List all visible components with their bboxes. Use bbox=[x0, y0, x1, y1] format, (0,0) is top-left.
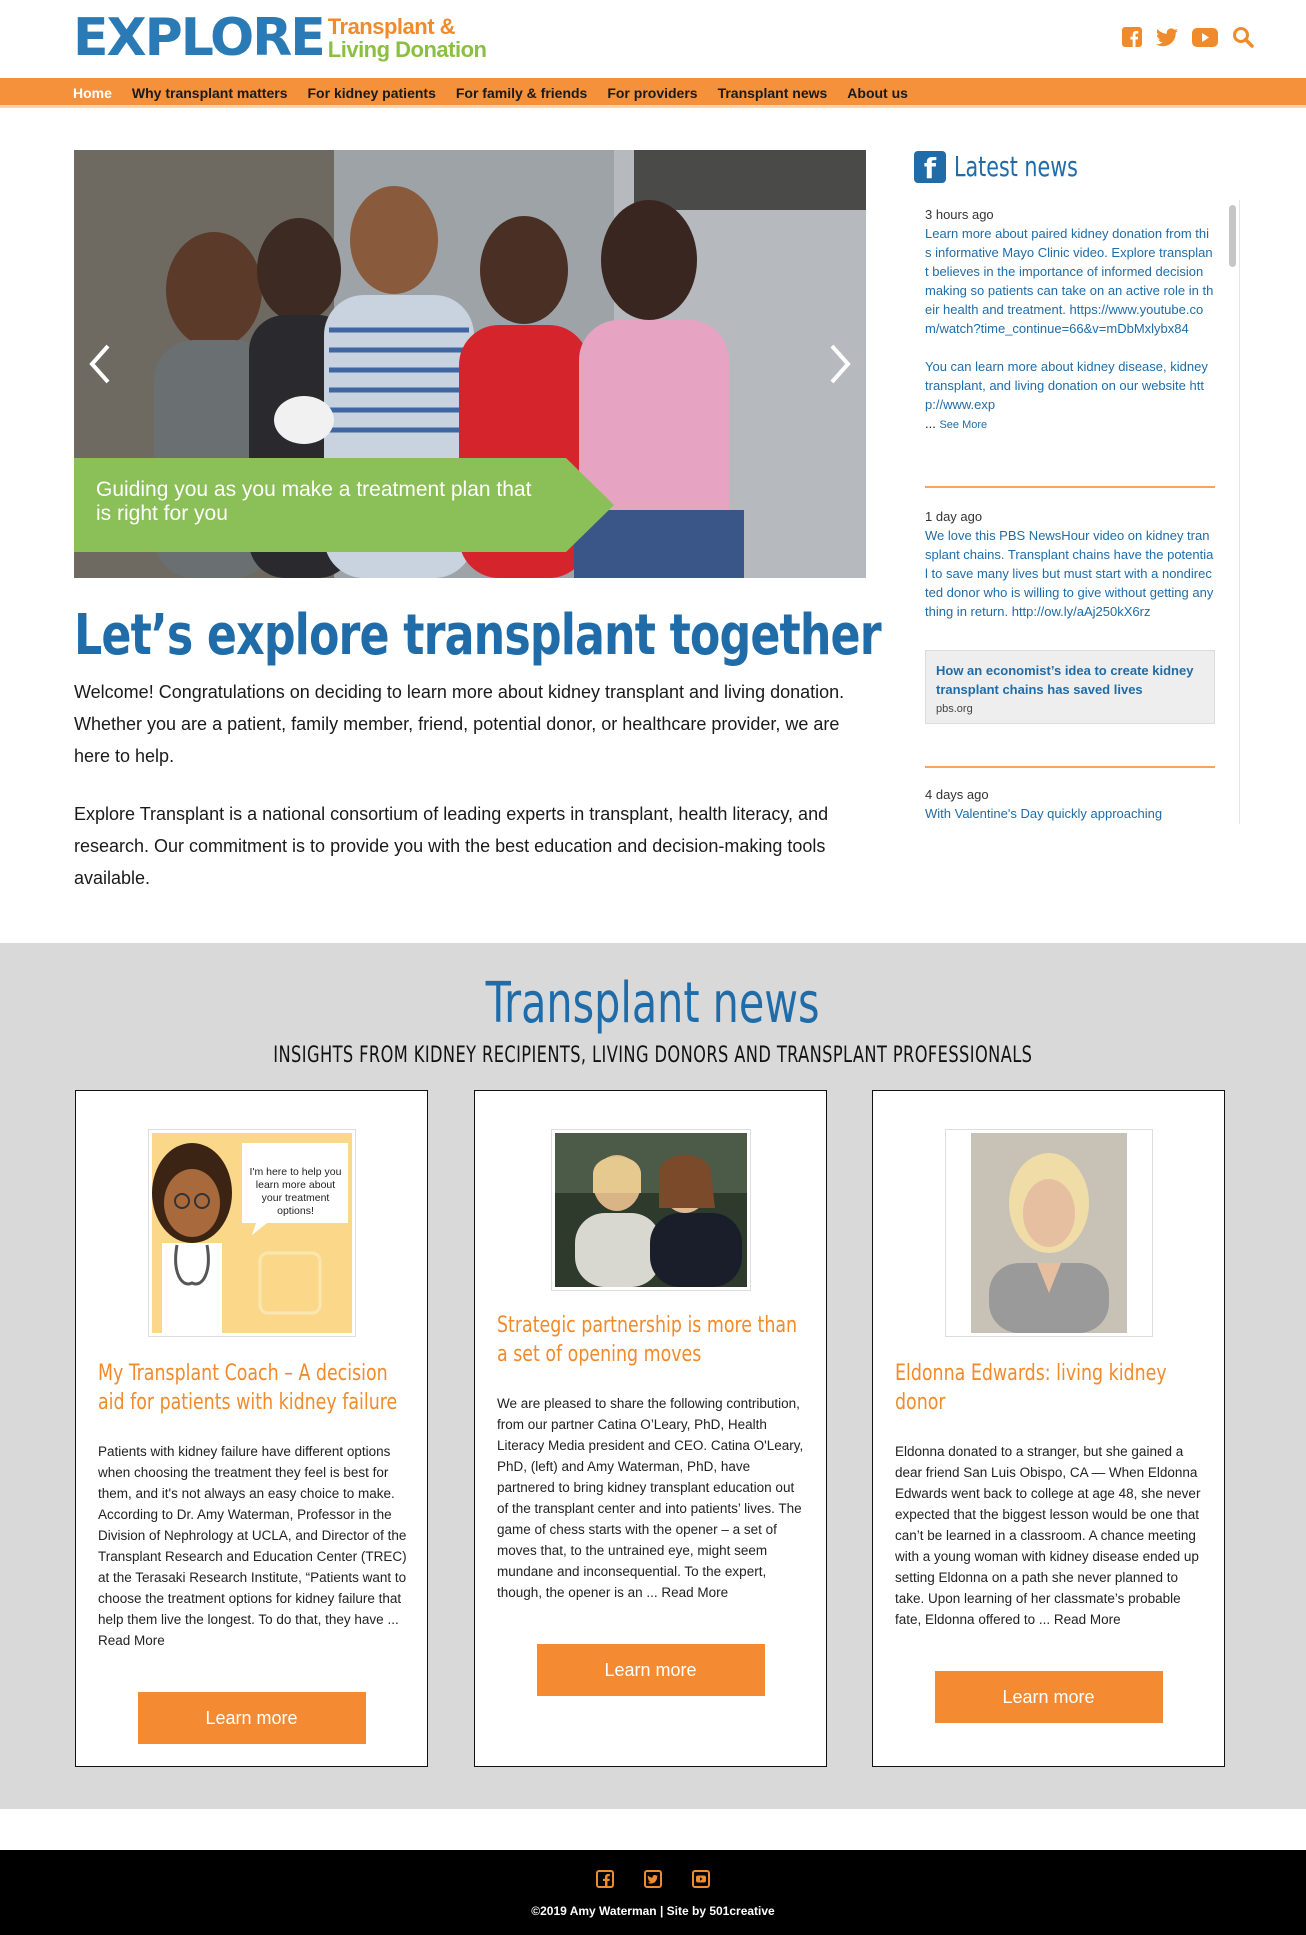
post-see-more[interactable] bbox=[925, 414, 1215, 435]
latest-news-heading bbox=[914, 150, 1105, 183]
feed-post bbox=[925, 786, 1215, 823]
feed-link-card[interactable] bbox=[925, 650, 1215, 724]
site-logo[interactable] bbox=[73, 8, 487, 68]
youtube-icon[interactable] bbox=[692, 1870, 710, 1893]
learn-more-button[interactable]: Learn more bbox=[138, 1692, 366, 1744]
main-nav bbox=[0, 78, 1306, 108]
news-card-image[interactable] bbox=[148, 1129, 356, 1337]
post-time: 1 day ago bbox=[925, 509, 983, 524]
news-card-title[interactable]: Strategic partnership is more than a set of opening moves bbox=[497, 1313, 798, 1367]
feed-post bbox=[925, 206, 1215, 435]
logo-wordmark: EXPLORE bbox=[73, 8, 324, 68]
news-card-excerpt: We are pleased to share the following contribution, from our partner Catina O’Leary, PhD, Health Literacy Media president and CEO. Catina O'Leary, PhD, (left) and Amy Waterman, PhD, have partnered to bring kidney transplant education out of the transplant center and into patients’ lives. The game of chess starts with the opener – a set of moves that, to the untrained eye, might seem mundane and inconsequential. To the expert, though, the opener is an ... Read More bbox=[497, 1396, 804, 1600]
news-card-excerpt: Eldonna donated to a stranger, but she gained a dear friend San Luis Obispo, CA — When Eldonna Edwards went back to college at age 48, she never expected that the biggest lesson would be one that can’t be learned in a classroom. A chance meeting with a young woman with kidney disease ended up setting Eldonna on a path she never planned to take. Upon learning of her classmate’s probable fate, Eldonna offered to ... Read More bbox=[895, 1444, 1201, 1627]
news-card-title[interactable]: My Transplant Coach – A decision aid for patients with kidney failure bbox=[98, 1361, 398, 1415]
transplant-news-section bbox=[0, 943, 1306, 1809]
site-header bbox=[0, 0, 1306, 78]
nav-item-home[interactable]: Home bbox=[73, 85, 112, 101]
chevron-right-icon bbox=[824, 340, 854, 388]
hero-caption-banner bbox=[74, 458, 614, 552]
feed-scrollbar-thumb[interactable] bbox=[1229, 205, 1236, 267]
logo-tagline-line2: Living Donation bbox=[327, 37, 487, 62]
hero-carousel bbox=[74, 150, 866, 578]
feed-post bbox=[925, 508, 1215, 621]
nav-item-for-family-friends[interactable]: For family & friends bbox=[455, 85, 588, 101]
news-card bbox=[474, 1090, 827, 1767]
carousel-prev-button[interactable] bbox=[86, 340, 116, 388]
feed-divider bbox=[925, 486, 1215, 488]
post-text[interactable]: We love this PBS NewsHour video on kidney transplant chains. Transplant chains have the potential to save many lives but must start with a nondirected donor who is willing to give without getting anything in return. http://ow.ly/aAj250kX6rz bbox=[925, 528, 1214, 619]
intro-paragraph-2: Explore Transplant is a national consortium of leading experts in transplant, health literacy, and research. Our commitment is to provide you with the best education and decision-making tools available. bbox=[74, 804, 829, 888]
latest-news-title: Latest news bbox=[954, 150, 1078, 183]
footer-copyright: ©2019 Amy Waterman | Site by 501creative bbox=[531, 1904, 775, 1918]
nav-item-for-providers[interactable]: For providers bbox=[607, 85, 698, 101]
facebook-feed[interactable] bbox=[912, 200, 1240, 824]
feed-scrollbar[interactable] bbox=[1226, 202, 1238, 822]
site-footer bbox=[0, 1850, 1306, 1935]
news-section-subtitle: INSIGHTS FROM KIDNEY RECIPIENTS, LIVING DONORS AND TRANSPLANT PROFESSIONALS bbox=[273, 1043, 1033, 1068]
search-icon[interactable] bbox=[1232, 26, 1254, 53]
logo-tagline bbox=[328, 15, 487, 61]
news-card-title[interactable]: Eldonna Edwards: living kidney donor bbox=[895, 1361, 1167, 1415]
nav-item-why-transplant-matters[interactable]: Why transplant matters bbox=[131, 85, 288, 101]
header-social-links bbox=[1122, 26, 1254, 53]
feed-divider bbox=[925, 766, 1215, 768]
carousel-next-button[interactable] bbox=[824, 340, 854, 388]
news-card bbox=[75, 1090, 428, 1767]
learn-more-button[interactable]: Learn more bbox=[935, 1671, 1163, 1723]
news-card-image[interactable] bbox=[945, 1129, 1153, 1337]
post-text[interactable]: With Valentine's Day quickly approaching bbox=[925, 806, 1163, 821]
twitter-icon[interactable] bbox=[1156, 28, 1178, 52]
eldonna-photo bbox=[949, 1133, 1149, 1333]
chevron-left-icon bbox=[86, 340, 116, 388]
news-card-image[interactable] bbox=[551, 1129, 751, 1291]
youtube-icon[interactable] bbox=[1192, 28, 1218, 52]
nav-item-for-kidney-patients[interactable]: For kidney patients bbox=[307, 85, 436, 101]
post-time: 3 hours ago bbox=[925, 207, 994, 222]
news-card bbox=[872, 1090, 1225, 1767]
link-card-title: How an economist’s idea to create kidney transplant chains has saved lives bbox=[936, 663, 1194, 697]
news-section-title: Transplant news bbox=[486, 971, 820, 1036]
post-time: 4 days ago bbox=[925, 787, 989, 802]
post-text[interactable]: Learn more about paired kidney donation from this informative Mayo Clinic video. Explore transplant believes in the importance of informed decision making so patients can take on an active role in their health and treatment. https://www.youtube.com/watch?time_continue=66&v=mDbMxlybx84 bbox=[925, 226, 1214, 336]
partners-photo bbox=[555, 1133, 747, 1287]
learn-more-button[interactable]: Learn more bbox=[537, 1644, 765, 1696]
page-title: Let’s explore transplant together bbox=[74, 603, 881, 668]
illustration-speech-text: I'm here to help you learn more about your treatment options! bbox=[249, 1166, 342, 1217]
link-card-domain: pbs.org bbox=[936, 703, 973, 715]
transplant-coach-illustration bbox=[152, 1133, 352, 1333]
footer-social-links bbox=[0, 1870, 1306, 1893]
facebook-icon[interactable] bbox=[596, 1870, 614, 1893]
facebook-icon: f bbox=[914, 151, 946, 183]
logo-tagline-line1: Transplant & bbox=[327, 14, 456, 39]
post-text[interactable]: You can learn more about kidney disease, kidney transplant, and living donation on our website http://www.exp bbox=[925, 359, 1208, 412]
ellipsis: ... bbox=[925, 416, 936, 431]
nav-item-about-us[interactable]: About us bbox=[847, 85, 908, 101]
news-card-excerpt: Patients with kidney failure have different options when choosing the treatment they feel is best for them, and it's not always an easy choice to make. According to Dr. Amy Waterman, Professor in the Division of Nephrology at UCLA, and Director of the Transplant Research and Education Center (TREC) at the Terasaki Research Institute, “Patients want to choose the treatment options for kidney failure that help them live the longest. To do that, they have ... Read More bbox=[98, 1444, 407, 1648]
hero-caption-text: Guiding you as you make a treatment plan that is right for you bbox=[96, 478, 532, 525]
see-more-link[interactable]: See More bbox=[939, 419, 988, 431]
twitter-icon[interactable] bbox=[644, 1870, 662, 1893]
nav-item-transplant-news[interactable]: Transplant news bbox=[717, 85, 828, 101]
intro-paragraph-1: Welcome! Congratulations on deciding to learn more about kidney transplant and living donation. Whether you are a patient, family member, friend, potential donor, or healthcare provider, we are here to help. bbox=[74, 682, 845, 766]
facebook-icon[interactable] bbox=[1122, 27, 1142, 52]
